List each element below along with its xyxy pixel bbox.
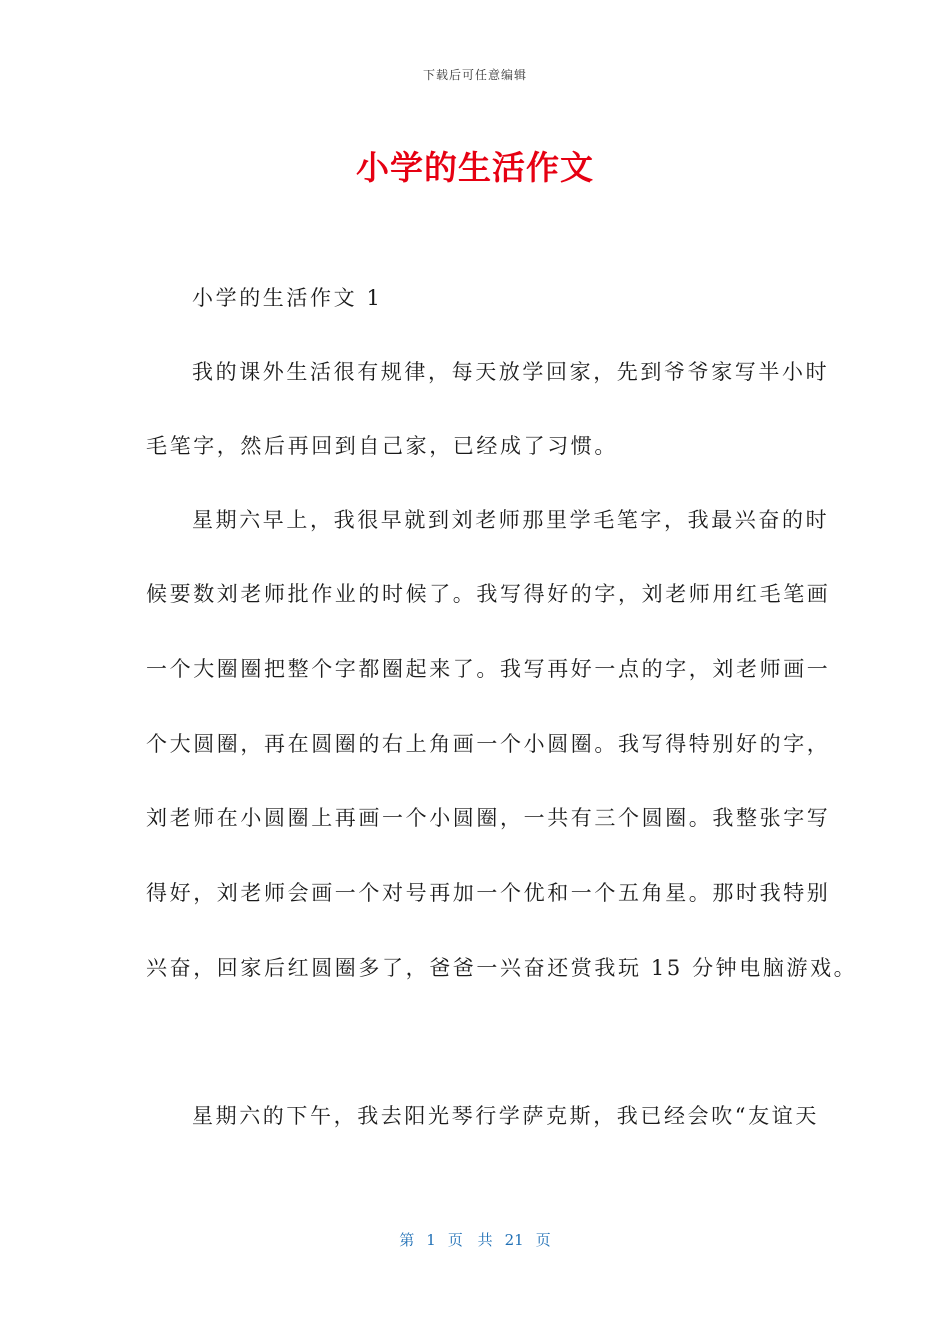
footer-page-total: 21 [504,1231,524,1249]
footer-page-middle: 页 共 [447,1231,493,1249]
document-title: 小学的生活作文 [356,148,594,187]
page-footer [0,1229,950,1250]
paragraph-line: 星期六的下午，我去阳光琴行学萨克斯，我已经会吹“友谊天 [192,1104,819,1128]
paragraph-line: 我的课外生活很有规律，每天放学回家，先到爷爷家写半小时 [192,360,830,384]
paragraph-line: 刘老师在小圆圈上再画一个小圆圈，一共有三个圆圈。我整张字写 [146,806,831,830]
paragraph-line: 得好，刘老师会画一个对号再加一个优和一个五角星。那时我特别 [146,881,831,905]
paragraph-line: 候要数刘老师批作业的时候了。我写得好的字，刘老师用红毛笔画 [146,582,831,606]
footer-page-current: 1 [426,1231,436,1249]
paragraph-line: 一个大圈圈把整个字都圈起来了。我写再好一点的字，刘老师画一 [146,657,831,681]
paragraph-line: 星期六早上，我很早就到刘老师那里学毛笔字，我最兴奋的时 [192,508,830,532]
section-heading: 小学的生活作文 1 [192,286,383,310]
page-header-note: 下载后可任意编辑 [422,68,527,82]
footer-page-prefix: 第 [399,1231,415,1249]
paragraph-line: 兴奋，回家后红圆圈多了，爸爸一兴奋还赏我玩 15 分钟电脑游戏。 [146,956,858,980]
paragraph-line: 毛笔字，然后再回到自己家，已经成了习惯。 [146,434,618,458]
paragraph-line: 个大圆圈，再在圆圈的右上角画一个小圆圈。我写得特别好的字， [146,732,831,756]
footer-page-suffix: 页 [535,1231,551,1249]
